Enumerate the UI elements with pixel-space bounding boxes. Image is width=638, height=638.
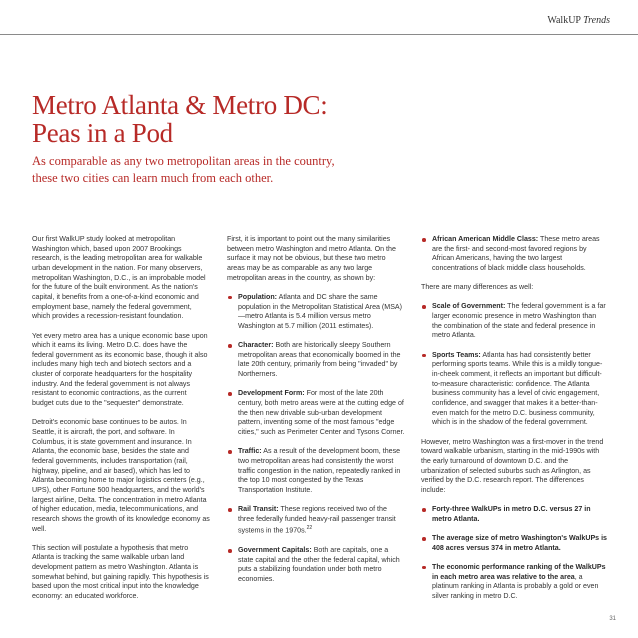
header-rule bbox=[0, 34, 638, 35]
item-text: Both are historically sleepy Southern metropolitan areas that economically boomed in the late 20th century, primarily from being "invaded" by Northerners. bbox=[238, 341, 401, 379]
footnote-ref: 22 bbox=[306, 525, 313, 532]
list-item bbox=[227, 293, 405, 332]
item-label: Scale of Government: bbox=[432, 302, 506, 311]
item-label: Government Capitals: bbox=[238, 545, 312, 554]
list-item bbox=[421, 563, 607, 602]
list-item bbox=[227, 505, 405, 536]
item-label: Rail Transit: bbox=[238, 505, 279, 514]
item-text: For most of the late 20th century, both metro areas were at the cutting edge of the then new drivable sub-urban development pattern, inventing some of the most famous "edge cities," such as Perimeter Center and Tysons Corner. bbox=[238, 389, 405, 436]
column-3 bbox=[421, 235, 607, 611]
column-2 bbox=[227, 235, 405, 594]
findings-list bbox=[421, 505, 607, 601]
running-header bbox=[547, 15, 610, 26]
differences-list bbox=[421, 302, 607, 427]
page-subtitle: As comparable as any two metropolitan areas in the country, these two cities can learn much from each other. bbox=[32, 154, 335, 185]
list-item bbox=[227, 447, 405, 495]
title-line-1: Metro Atlanta & Metro DC: bbox=[32, 90, 328, 120]
item-text: Both are capitals, one a state capital and the other the federal capital, which puts a stabilizing foundation under both metro economies. bbox=[238, 545, 400, 583]
page-title bbox=[32, 91, 327, 147]
list-item bbox=[421, 351, 607, 428]
item-text: As a result of the development boom, these two metropolitan areas had consistently the worst traffic congestion in the nation, repeatedly ranked in the top 10 most congested by the Texas Transportation Institute. bbox=[238, 447, 401, 494]
item-label: Character: bbox=[238, 341, 274, 350]
item-text: These regions received two of the three federally funded heavy-rail passenger transit systems in the 1970s. bbox=[238, 505, 396, 535]
item-label: The average size of metro Washington's WalkUPs is 408 acres versus 374 in metro Atlanta. bbox=[432, 533, 608, 552]
item-label: African American Middle Class: bbox=[432, 235, 539, 243]
title-line-2: Peas in a Pod bbox=[32, 118, 173, 148]
item-label: Forty-three WalkUPs in metro D.C. versus 27 in metro Atlanta. bbox=[432, 505, 591, 523]
column-1 bbox=[32, 235, 210, 611]
list-item bbox=[227, 389, 405, 437]
item-text: Atlanta and DC share the same population in the Metropolitan Statistical Area (MSA)—metro Atlanta is 5.4 million versus metro Washington at 5.7 million (2011 estimates). bbox=[238, 292, 403, 330]
paragraph: This section will postulate a hypothesis that metro Atlanta is tracking the same walkable urban land development pattern as metro Washington. Atlanta is somewhat behind, but gaining rapidly. This hypothesis is based upon the most critical input into the knowledge economy: an educated workforce. bbox=[32, 543, 209, 601]
list-item bbox=[421, 505, 607, 524]
similarities-list bbox=[227, 293, 405, 585]
item-text: These metro areas are the first- and second-most favored regions by African Americans, having the two largest concentrations of black middle class households. bbox=[432, 235, 600, 272]
item-label: Development Form: bbox=[238, 389, 305, 398]
header-brand: WalkUP bbox=[547, 15, 581, 26]
item-label: The economic performance ranking of the WalkUPs in each metro area was relative to the area bbox=[432, 562, 606, 581]
paragraph: Detroit's economic base continues to be autos. In Seattle, it is aircraft, the port, and software. In Columbus, it is state government and insurance. In Atlanta, the economic base, besides the state and federal governments, includes transportation (rail, highway, pipeline, and air based), which has led to Atlanta becoming home to major logistics centers (e.g., UPS), other Fortune 500 headquarters, and the world's largest airline, Delta. The concentration in metro Atlanta of higher education, media, telecommunications, and research shows the growth of its knowledge economy as well. bbox=[32, 418, 210, 533]
paragraph: Our first WalkUP study looked at metropolitan Washington which, based upon 2007 Brookings research, is the leading metropolitan area for walkable urban development in the nation. For many observers, metropolitan Washington, D.C., is an improbable model for the future of the built environment. As the nation's capital, it benefits from a one-of-a-kind economic and employment base, namely the federal government, which provides a recession-resistant foundation. bbox=[32, 235, 206, 321]
list-item bbox=[421, 534, 607, 553]
item-label: Traffic: bbox=[238, 447, 262, 456]
similarities-list-continued bbox=[421, 235, 607, 274]
item-text: , a platinum ranking in Atlanta is probably a gold or even silver ranking in metro D.C. bbox=[432, 572, 599, 600]
paragraph: First, it is important to point out the many similarities between metro Washington and metro Atlanta. On the surface it may not be obvious, but these two metro areas may be as comparable as any two large metropolitan areas in the country, as shown by: bbox=[227, 235, 396, 282]
item-text: The federal government is a far larger economic presence in metro Washington than the combination of the state and federal presence in metro Atlanta. bbox=[432, 302, 606, 340]
list-item bbox=[227, 341, 405, 380]
item-text: Atlanta has had consistently better performing sports teams. While this is a mildly tongue-in-cheek comment, it reflects an important but difficult-to-measure characteristic: confidence. The Atlanta business community has a level of civic engagement, confidence, and swagger that makes it a better-than-even match for the metro D.C. business community, which is in the shadow of the federal government. bbox=[432, 350, 603, 427]
paragraph: Yet every metro area has a unique economic base upon which it earns its living. Metro D.C. does have the federal government as its economic base, though it also includes many high tech and biotech sectors and a cluster of corporate headquarters for the hospitality industry. And the federal government is not always resistant to economic contractions, as the current budget cuts due to the "sequester" demonstrate. bbox=[32, 331, 208, 408]
header-section: Trends bbox=[583, 15, 610, 26]
list-item bbox=[421, 302, 607, 341]
list-item bbox=[227, 546, 405, 585]
page-number: 31 bbox=[609, 616, 616, 622]
list-item bbox=[421, 235, 607, 274]
paragraph: There are many differences as well: bbox=[421, 283, 534, 292]
paragraph: However, metro Washington was a first-mover in the trend toward walkable urbanism, starting in the mid-1990s with the early turnaround of downtown D.C. and the urbanization of selected suburbs such as Arlington, as verified by the D.C. research report. The differences include: bbox=[421, 437, 604, 494]
item-label: Sports Teams: bbox=[432, 350, 481, 359]
item-label: Population: bbox=[238, 292, 278, 301]
